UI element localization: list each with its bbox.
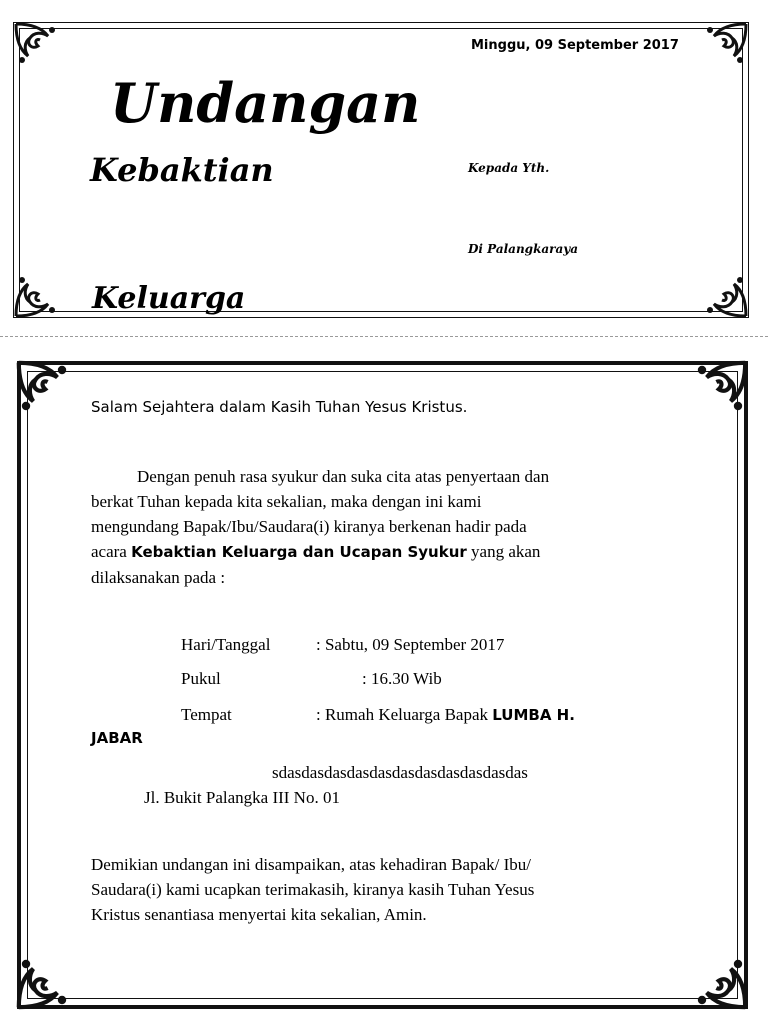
para1-line3: mengundang Bapak/Ibu/Saudara(i) kiranya berkenan hadir pada [91, 517, 527, 536]
detail-tempat-label: Tempat [181, 705, 232, 724]
envelope-subtitle-kebaktian: Kebaktian [90, 151, 274, 189]
cut-line [0, 336, 768, 337]
para1-line4 [91, 539, 711, 565]
detail-extra-text: sdasdasdasdasdasdasdasdasdasdasdas [272, 763, 528, 782]
corner-ornament-icon [690, 20, 750, 80]
para1-line4-pre: acara [91, 542, 132, 561]
para1-line5: dilaksanakan pada : [91, 568, 226, 587]
host-name-continued: JABAR [91, 729, 143, 747]
event-name: Kebaktian Keluarga dan Ucapan Syukur [131, 543, 467, 561]
corner-ornament-icon [690, 260, 750, 320]
envelope-kepada: Kepada Yth. [468, 161, 550, 175]
letter-greeting: Salam Sejahtera dalam Kasih Tuhan Yesus Kristus. [91, 398, 468, 416]
para1-line1: Dengan penuh rasa syukur dan suka cita atas penyertaan dan [137, 467, 550, 486]
corner-ornament-icon [678, 940, 750, 1012]
corner-ornament-icon [678, 358, 750, 430]
detail-tempat-value [316, 702, 575, 728]
letter-paragraph-1 [91, 464, 711, 590]
corner-ornament-icon [12, 20, 72, 80]
corner-ornament-icon [12, 260, 72, 320]
closing-line3: Kristus senantiasa menyertai kita sekalian, Amin. [91, 905, 427, 924]
envelope-date: Minggu, 09 September 2017 [471, 38, 679, 53]
para1-line4-post: yang akan [466, 542, 541, 561]
envelope-title: Undangan [110, 71, 421, 135]
host-name: LUMBA H. [492, 706, 575, 724]
detail-pukul-value: : 16.30 Wib [362, 669, 442, 688]
detail-address: Jl. Bukit Palangka III No. 01 [144, 788, 340, 807]
letter-closing [91, 852, 731, 927]
detail-pukul-label: Pukul [181, 669, 221, 688]
corner-ornament-icon [14, 358, 86, 430]
envelope-subtitle-keluarga: Keluarga [92, 281, 246, 316]
corner-ornament-icon [14, 940, 86, 1012]
detail-hari-label: Hari/Tanggal [181, 635, 271, 654]
envelope-di: Di Palangkaraya [468, 242, 579, 256]
closing-line2: Saudara(i) kami ucapkan terimakasih, kiranya kasih Tuhan Yesus [91, 880, 535, 899]
detail-hari-value: : Sabtu, 09 September 2017 [316, 635, 505, 654]
para1-line2: berkat Tuhan kepada kita sekalian, maka dengan ini kami [91, 492, 482, 511]
closing-line1: Demikian undangan ini disampaikan, atas kehadiran Bapak/ Ibu/ [91, 855, 531, 874]
tempat-value-pre: : Rumah Keluarga Bapak [316, 705, 493, 724]
